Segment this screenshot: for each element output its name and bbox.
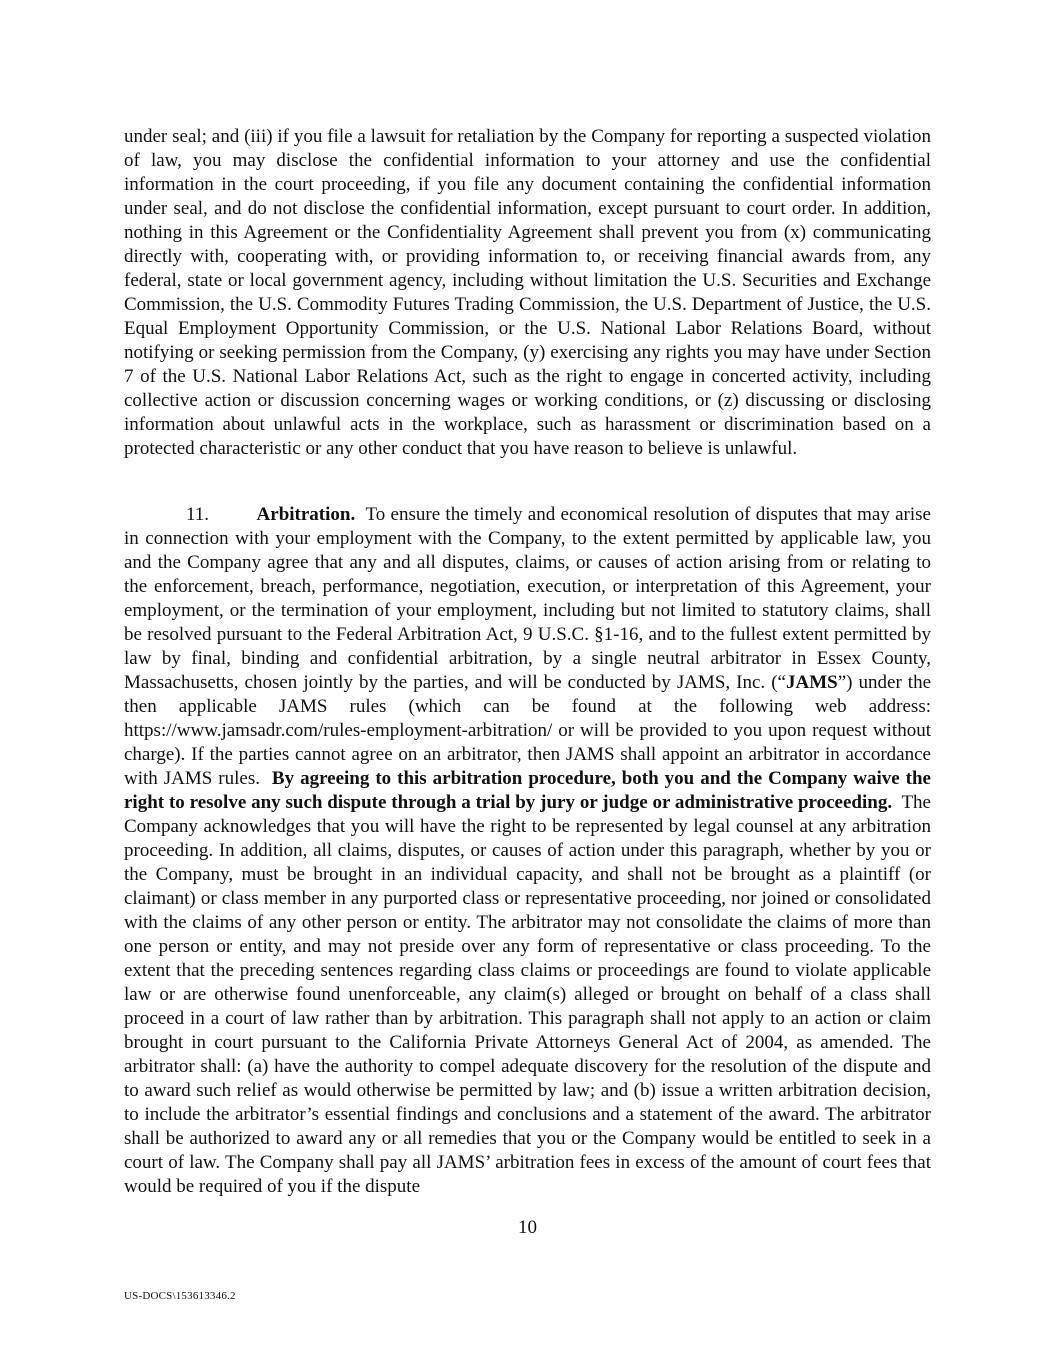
section-11-paragraph bbox=[124, 503, 931, 1199]
jury-waiver-text: By agreeing to this arbitration procedure, both you and the Company waive the right to resolve any such dispute through a trial by jury or judge or administrative proceeding. bbox=[124, 768, 931, 813]
document-id-footer: US-DOCS\153613346.2 bbox=[124, 1290, 236, 1302]
section-number-gap bbox=[209, 504, 257, 525]
defined-term-jams: JAMS bbox=[785, 672, 838, 693]
page-number: 10 bbox=[518, 1217, 537, 1238]
section-text-b: ”) under the then applicable JAMS rules (which can be found at the following web address: https://www.jamsadr.com/rules-employment-arbitration/ or will be provided to you upon request without charge). If the parties cannot agree on an arbitrator, then JAMS shall appoint an arbitrator in accordance with JAMS rules. bbox=[124, 672, 932, 789]
section-11-arbitration bbox=[124, 503, 931, 1199]
section-text-a: To ensure the timely and economical resolution of disputes that may arise in connection with your employment with the Company, to the extent permitted by applicable law, you and the Company agree that any and all disputes, claims, or causes of action arising from or relating to the enforcement, breach, performance, negotiation, execution, or interpretation of this Agreement, your employment, or the termination of your employment, including but not limited to statutory claims, shall be resolved pursuant to the Federal Arbitration Act, 9 U.S.C. §1-16, and to the fullest extent permitted by law by final, binding and confidential arbitration, by a single neutral arbitrator in Essex County, Massachusetts, chosen jointly by the parties, and will be conducted by JAMS, Inc. (“ bbox=[124, 504, 931, 693]
section-number: 11. bbox=[186, 504, 210, 525]
waiver-gap bbox=[260, 768, 272, 789]
section-text-c: The Company acknowledges that you will have the right to be represented by legal counsel at any arbitration proceeding. In addition, all claims, disputes, or causes of action under this paragraph, whether by you or the Company, must be brought in an individual capacity, and shall not be brought as a plaintiff (or claimant) or class member in any purported class or representative proceeding, nor joined or consolidated with the claims of any other person or entity. The arbitrator may not consolidate the claims of more than one person or entity, and may not preside over any form of representative or class proceeding. To the extent that the preceding sentences regarding class claims or proceedings are found to violate applicable law or are otherwise found unenforceable, any claim(s) alleged or brought on behalf of a class shall proceed in a court of law rather than by arbitration. This paragraph shall not apply to an action or claim brought in court pursuant to the California Private Attorneys General Act of 2004, as amended. The arbitrator shall: (a) have the authority to compel adequate discovery for the resolution of the dispute and to award such relief as would otherwise be permitted by law; and (b) issue a written arbitration decision, to include the arbitrator’s essential findings and conclusions and a statement of the award. The arbitrator shall be authorized to award any or all remedies that you or the Company would be entitled to seek in a court of law. The Company shall pay all JAMS’ arbitration fees in excess of the amount of court fees that would be required of you if the dispute bbox=[124, 792, 931, 1197]
heading-gap bbox=[355, 504, 365, 525]
paragraph-confidentiality-continued bbox=[124, 125, 931, 461]
paragraph-text: under seal; and (iii) if you file a lawsuit for retaliation by the Company for reporting a suspected violation of law, you may disclose the confidential information to your attorney and use the confidential information in the court proceeding, if you file any document containing the confidential information under seal, and do not disclose the confidential information, except pursuant to court order. In addition, nothing in this Agreement or the Confidentiality Agreement shall prevent you from (x) communicating directly with, cooperating with, or providing information to, or receiving financial awards from, any federal, state or local government agency, including without limitation the U.S. Securities and Exchange Commission, the U.S. Commodity Futures Trading Commission, the U.S. Department of Justice, the U.S. Equal Employment Opportunity Commission, or the U.S. National Labor Relations Board, without notifying or seeking permission from the Company, (y) exercising any rights you may have under Section 7 of the U.S. National Labor Relations Act, such as the right to engage in concerted activity, including collective action or discussion concerning wages or working conditions, or (z) discussing or disclosing information about unlawful acts in the workplace, such as harassment or discrimination based on a protected characteristic or any other conduct that you have reason to believe is unlawful. bbox=[124, 126, 931, 459]
section-heading: Arbitration. bbox=[256, 504, 356, 525]
